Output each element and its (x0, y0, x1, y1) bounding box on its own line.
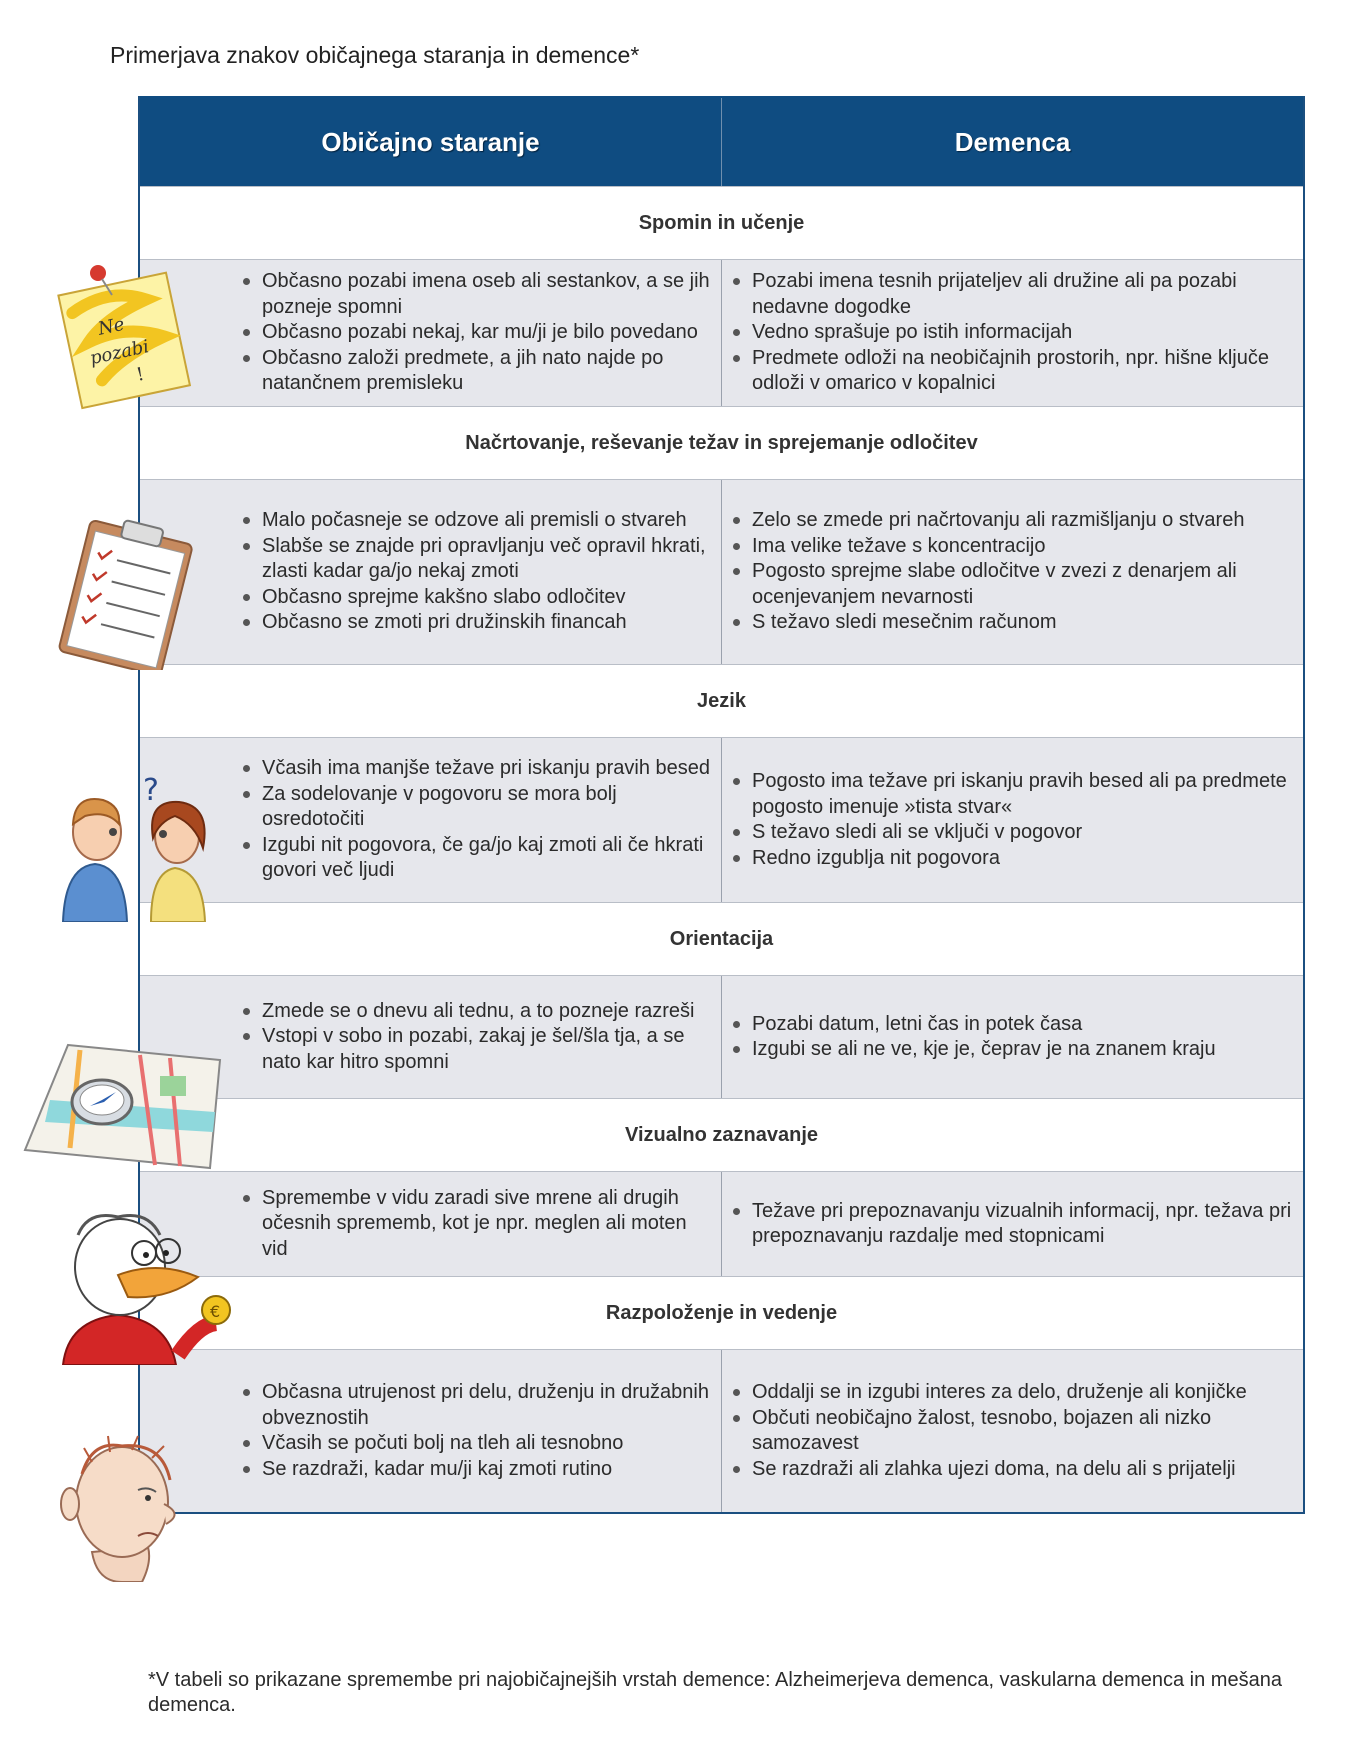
list-item: Predmete odloži na neobičajnih prostorih, npr. hišne ključe odloži v omarico v kopalnici (752, 346, 1295, 397)
table-row (140, 1350, 1303, 1512)
list-item: Težave pri prepoznavanju vizualnih informacij, npr. težava pri prepoznavanju razdalje med stopnicami (752, 1199, 1295, 1250)
list-item: Pogosto ima težave pri iskanju pravih besed ali pa predmete pogosto imenuje »tista stvar« (752, 769, 1295, 820)
list-item: Malo počasneje se odzove ali premisli o stvareh (262, 508, 713, 534)
list-item: Občuti neobičajno žalost, tesnobo, bojazen ali nizko samozavest (752, 1406, 1295, 1457)
sticky-note-icon (48, 255, 198, 415)
section-title-visual: Vizualno zaznavanje (140, 1098, 1303, 1172)
pushpin-icon (90, 265, 106, 281)
list-item: Včasih se počuti bolj na tleh ali tesnobno (262, 1431, 713, 1457)
list-item: Pozabi datum, letni čas in potek časa (752, 1012, 1216, 1038)
dementia-cell (721, 260, 1303, 406)
comparison-table (138, 96, 1305, 1514)
list-item: Občasna utrujenost pri delu, druženju in družabnih obveznostih (262, 1380, 713, 1431)
column-header-normal-aging: Običajno staranje (321, 126, 540, 157)
clipboard-checklist-icon (50, 510, 200, 670)
normal-aging-cell (140, 738, 721, 902)
list-item: Občasno pozabi nekaj, kar mu/ji je bilo povedano (262, 320, 713, 346)
note-text-ne: Ne (96, 313, 127, 340)
page-title: Primerjava znakov običajnega staranja in demence* (110, 42, 640, 68)
table-row (140, 260, 1303, 406)
column-header-dementia: Demenca (721, 98, 1303, 186)
list-item: Se razdraži ali zlahka ujezi doma, na delu ali s prijatelji (752, 1457, 1295, 1483)
list-item: Zmede se o dnevu ali tednu, a to pozneje razreši (262, 999, 713, 1025)
dementia-cell (721, 738, 1303, 902)
table-row (140, 480, 1303, 664)
list-item: Ima velike težave s koncentracijo (752, 534, 1295, 560)
list-item: Pogosto sprejme slabe odločitve v zvezi z denarjem ali ocenjevanjem nevarnosti (752, 559, 1295, 610)
normal-aging-cell (140, 1350, 721, 1512)
dementia-cell (721, 1350, 1303, 1512)
list-item: Spremembe v vidu zaradi sive mrene ali drugih očesnih sprememb, kot je npr. meglen ali moten vid (262, 1186, 713, 1263)
duck-with-coin-icon (48, 1205, 238, 1365)
list-item: Vstopi v sobo in pozabi, zakaj je šel/šla tja, a se nato kar hitro spomni (262, 1024, 713, 1075)
list-item: Oddalji se in izgubi interes za delo, druženje ali konjičke (752, 1380, 1295, 1406)
footnote: *V tabeli so prikazane spremembe pri najobičajnejših vrstah demence: Alzheimerjeva demenca, vaskularna demenca in mešana demenca. (148, 1669, 1282, 1716)
table-header (140, 96, 1303, 186)
list-item: Občasno sprejme kakšno slabo odločitev (262, 585, 713, 611)
table-row (140, 976, 1303, 1098)
worried-man-icon (52, 1432, 202, 1582)
note-text-exclamation: ! (134, 363, 146, 386)
list-item: Občasno se zmoti pri družinskih financah (262, 610, 713, 636)
list-item: Včasih ima manjše težave pri iskanju pravih besed (262, 756, 713, 782)
list-item: Vedno sprašuje po istih informacijah (752, 320, 1295, 346)
note-text-pozabi: pozabi (88, 336, 151, 370)
list-item: Občasno pozabi imena oseb ali sestankov, a se jih pozneje spomni (262, 269, 713, 320)
section-title-planning: Načrtovanje, reševanje težav in sprejemanje odločitev (140, 406, 1303, 480)
list-item: Slabše se znajde pri opravljanju več opravil hkrati, zlasti kadar ga/jo nekaj zmoti (262, 534, 713, 585)
map-compass-icon (20, 1040, 225, 1175)
section-title-language: Jezik (140, 664, 1303, 738)
normal-aging-cell (140, 260, 721, 406)
section-title-orientation: Orientacija (140, 902, 1303, 976)
list-item: Pozabi imena tesnih prijateljev ali družine ali pa pozabi nedavne dogodke (752, 269, 1295, 320)
list-item: Se razdraži, kadar mu/ji kaj zmoti rutino (262, 1457, 713, 1483)
table-row (140, 1172, 1303, 1276)
list-item: Izgubi nit pogovora, če ga/jo kaj zmoti ali če hkrati govori več ljudi (262, 833, 713, 884)
euro-sign: € (210, 1302, 221, 1321)
list-item: Zelo se zmede pri načrtovanju ali razmišljanju o stvareh (752, 508, 1295, 534)
list-item: Izgubi se ali ne ve, kje je, čeprav je na znanem kraju (752, 1037, 1216, 1063)
list-item: Za sodelovanje v pogovoru se mora bolj osredotočiti (262, 782, 713, 833)
table-row (140, 738, 1303, 902)
list-item: S težavo sledi ali se vključi v pogovor (752, 820, 1295, 846)
dementia-cell (721, 976, 1303, 1098)
section-title-memory: Spomin in učenje (140, 186, 1303, 260)
section-title-mood: Razpoloženje in vedenje (140, 1276, 1303, 1350)
normal-aging-cell (140, 480, 721, 664)
list-item: Občasno založi predmete, a jih nato najde po natančnem premisleku (262, 346, 713, 397)
normal-aging-cell (140, 976, 721, 1098)
list-item: S težavo sledi mesečnim računom (752, 610, 1295, 636)
dementia-cell (721, 1172, 1303, 1276)
dementia-cell (721, 480, 1303, 664)
conversation-people-icon (55, 772, 215, 922)
list-item: Redno izgublja nit pogovora (752, 846, 1295, 872)
question-mark-icon: ? (143, 773, 159, 808)
